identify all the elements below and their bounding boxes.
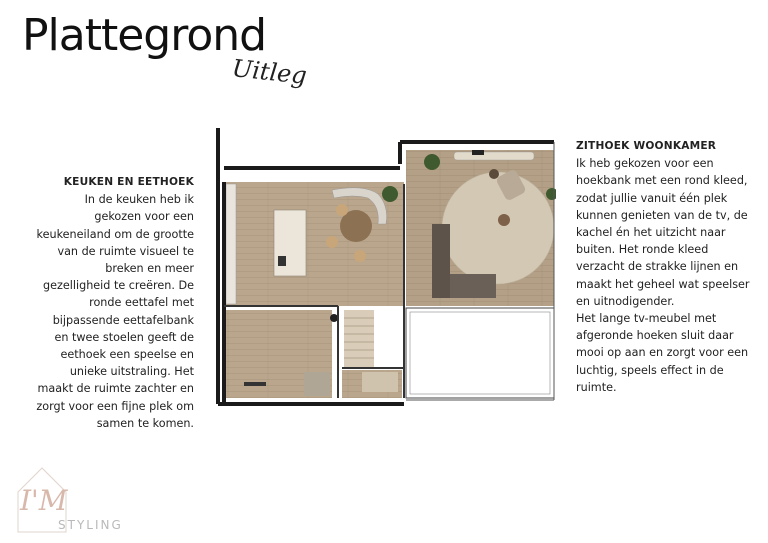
logo-text: STYLING xyxy=(58,518,123,532)
logo-monogram: I'M xyxy=(20,484,68,517)
kitchen-island xyxy=(274,210,306,276)
page-title: Plattegrond xyxy=(22,10,267,61)
kitchen-paragraph: In de keuken heb ik gekozen voor een keukeneiland om de grootte van de ruimte visueel te breken en meer gezelligheid te creëren. De ronde eettafel met bijpassende eettafelbank en twee stoelen geeft de eethoek een speelse en unieke uitstraling. Het maakt de ruimte zachter en zorgt voor een fijne plek om samen te komen. xyxy=(36,193,194,430)
kitchen-heading: KEUKEN EN EETHOEK xyxy=(63,176,194,188)
page-subtitle: Uitleg xyxy=(230,54,309,90)
plant-kitchen xyxy=(382,186,398,202)
living-paragraph-1: Ik heb gekozen voor een hoekbank met een rond kleed, zodat jullie vanuit één plek kunnen genieten van de tv, de kachel én het uitzicht naar buiten. Het ronde kleed verzacht de strakke lijnen en maakt het geheel wat speelser en uitnodigender. xyxy=(576,157,750,308)
coffee-table xyxy=(498,214,510,226)
stairs xyxy=(344,310,374,368)
living-paragraph-2: Het lange tv-meubel met afgeronde hoeken sluit daar mooi op aan en zorgt voor een luchtig, speels effect in de ruimte. xyxy=(576,312,749,394)
living-description xyxy=(576,138,751,396)
tv-unit xyxy=(454,152,534,160)
white-room xyxy=(406,308,554,398)
round-rug xyxy=(442,172,554,284)
floor-plan xyxy=(214,128,556,412)
kitchen-description xyxy=(36,174,194,432)
plant-living xyxy=(424,154,440,170)
kitchen-counter xyxy=(226,184,236,304)
living-heading: ZITHOEK WOONKAMER xyxy=(576,140,717,152)
